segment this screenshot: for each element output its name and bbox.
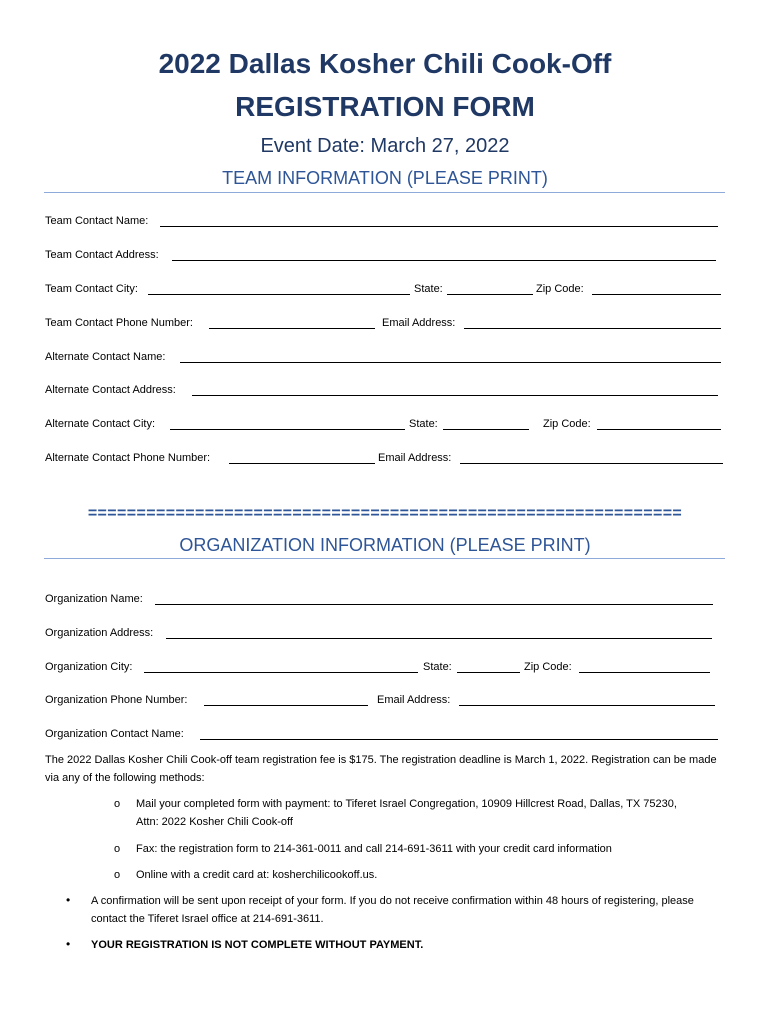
team-contact-city-field[interactable] [148, 294, 410, 295]
alternate-contact-address-label: Alternate Contact Address: [45, 384, 176, 396]
team-contact-address-row [45, 248, 725, 264]
alternate-contact-phone-label: Alternate Contact Phone Number: [45, 452, 211, 464]
team-contact-address-field[interactable] [172, 260, 716, 261]
alternate-contact-name-row [45, 350, 725, 366]
alternate-contact-address-field[interactable] [192, 395, 718, 396]
alternate-contact-city-label: Alternate Contact City: [45, 418, 156, 430]
org-phone-row [45, 693, 725, 709]
org-contact-name-row [45, 727, 725, 743]
bullet-icon: • [66, 893, 71, 907]
confirmation-note-text: A confirmation will be sent upon receipt of your form. If you do not receive confirmation within 48 hours of registering, please contact the Tiferet Israel office at 214-691-3611. [91, 895, 694, 925]
team-contact-name-row [45, 214, 725, 230]
org-address-row [45, 626, 725, 642]
alternate-zip-label: Zip Code: [543, 418, 591, 430]
bullet-icon: • [66, 937, 71, 951]
circle-bullet-icon: o [114, 869, 121, 881]
team-contact-phone-row [45, 316, 725, 332]
team-zip-field[interactable] [592, 294, 721, 295]
circle-bullet-icon: o [114, 798, 121, 810]
alternate-email-label: Email Address: [378, 452, 452, 464]
alternate-contact-phone-row [45, 451, 725, 467]
alternate-contact-phone-field[interactable] [229, 463, 375, 464]
org-name-label: Organization Name: [45, 593, 143, 605]
alternate-state-label: State: [409, 418, 438, 430]
org-phone-field[interactable] [204, 705, 368, 706]
team-section-rule [44, 192, 725, 193]
team-contact-city-row [45, 282, 725, 298]
payment-note-text: YOUR REGISTRATION IS NOT COMPLETE WITHOUT PAYMENT. [91, 939, 424, 951]
org-address-label: Organization Address: [45, 627, 154, 639]
event-date: Event Date: March 27, 2022 [260, 135, 510, 157]
org-email-label: Email Address: [377, 694, 451, 706]
team-contact-name-label: Team Contact Name: [45, 215, 149, 227]
org-city-label: Organization City: [45, 661, 133, 673]
team-state-field[interactable] [447, 294, 533, 295]
org-section-heading: ORGANIZATION INFORMATION (PLEASE PRINT) [179, 535, 591, 555]
team-state-label: State: [414, 283, 443, 295]
alternate-zip-field[interactable] [597, 429, 721, 430]
method-fax-text: Fax: the registration form to 214-361-0011 and call 214-691-3611 with your credit card information [136, 843, 612, 855]
org-phone-label: Organization Phone Number: [45, 694, 188, 706]
team-email-label: Email Address: [382, 317, 456, 329]
org-name-field[interactable] [155, 604, 713, 605]
form-subtitle: REGISTRATION FORM [235, 91, 535, 122]
alternate-contact-name-label: Alternate Contact Name: [45, 351, 166, 363]
org-contact-name-field[interactable] [200, 739, 718, 740]
circle-bullet-icon: o [114, 843, 121, 855]
alternate-contact-name-field[interactable] [180, 362, 721, 363]
team-contact-address-label: Team Contact Address: [45, 249, 159, 261]
method-mail-text: Mail your completed form with payment: to Tiferet Israel Congregation, 10909 Hillcrest Road, Dallas, TX 75230, Attn: 2022 Kosher Chili Cook-off [136, 798, 677, 828]
team-contact-name-field[interactable] [160, 226, 718, 227]
form-title: 2022 Dallas Kosher Chili Cook-Off [158, 48, 612, 79]
org-city-row [45, 660, 725, 676]
alternate-contact-city-row [45, 417, 725, 433]
method-online-text: Online with a credit card at: kosherchilicookoff.us. [136, 869, 378, 881]
team-section-heading: TEAM INFORMATION (PLEASE PRINT) [222, 168, 548, 188]
org-name-row [45, 592, 725, 608]
org-email-field[interactable] [459, 705, 715, 706]
org-city-field[interactable] [144, 672, 418, 673]
org-zip-label: Zip Code: [524, 661, 572, 673]
team-email-field[interactable] [464, 328, 721, 329]
team-zip-label: Zip Code: [536, 283, 584, 295]
team-contact-city-label: Team Contact City: [45, 283, 138, 295]
alternate-contact-city-field[interactable] [170, 429, 405, 430]
section-separator: ============================================================= [87, 505, 683, 522]
fee-paragraph: The 2022 Dallas Kosher Chili Cook-off team registration fee is $175. The registration deadline is March 1, 2022. Registration can be made via any of the following methods: [45, 754, 717, 784]
team-contact-phone-label: Team Contact Phone Number: [45, 317, 193, 329]
org-zip-field[interactable] [579, 672, 710, 673]
team-contact-phone-field[interactable] [209, 328, 375, 329]
org-contact-name-label: Organization Contact Name: [45, 728, 184, 740]
org-address-field[interactable] [166, 638, 712, 639]
org-section-rule [44, 558, 725, 559]
alternate-contact-address-row [45, 383, 725, 399]
org-state-label: State: [423, 661, 452, 673]
alternate-email-field[interactable] [460, 463, 723, 464]
alternate-state-field[interactable] [443, 429, 529, 430]
org-state-field[interactable] [457, 672, 520, 673]
